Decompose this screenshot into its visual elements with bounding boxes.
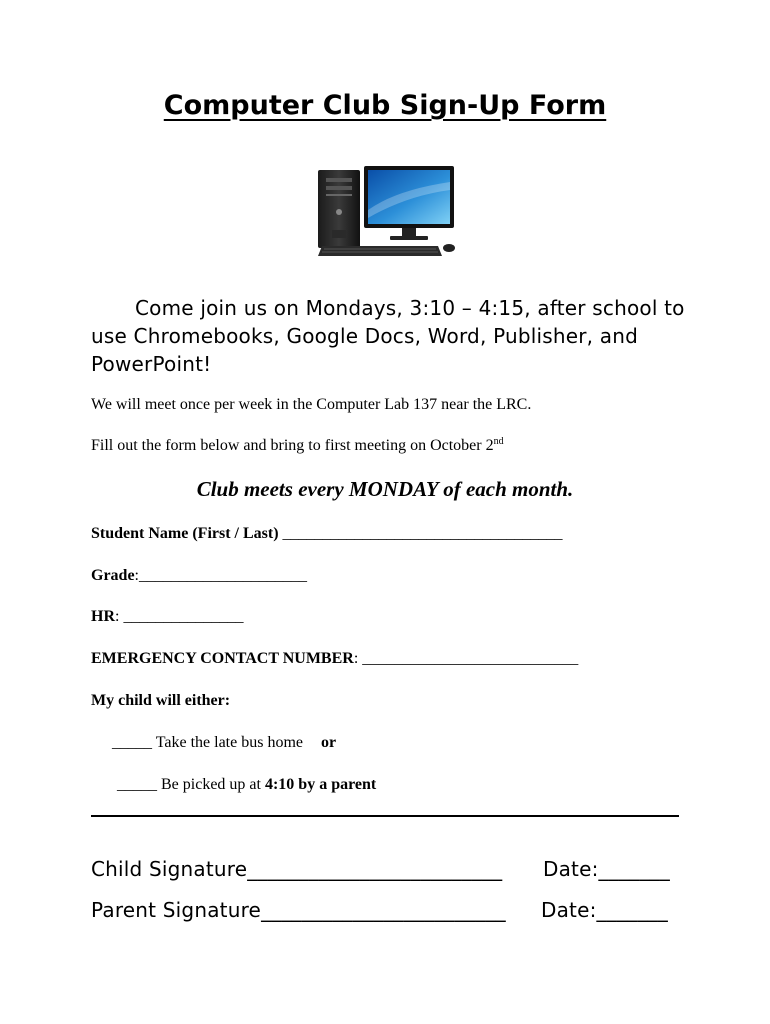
pick-up-time: 4:10 by a parent bbox=[264, 776, 377, 793]
desktop-computer-icon bbox=[316, 160, 456, 260]
parent-signature-line[interactable]: Parent Signature________________________ bbox=[91, 898, 506, 922]
grade-blank[interactable]: :_____________________ bbox=[134, 567, 307, 584]
student-name-label: Student Name (First / Last) bbox=[91, 525, 279, 542]
meeting-location-text: We will meet once per week in the Computer Lab 137 near the LRC. bbox=[91, 396, 532, 413]
pick-up-text[interactable]: _____ Be picked up at bbox=[117, 776, 265, 793]
section-divider bbox=[91, 815, 679, 817]
late-bus-option[interactable] bbox=[112, 734, 336, 752]
page-title: Computer Club Sign-Up Form bbox=[163, 90, 607, 121]
emergency-contact-blank[interactable]: : ___________________________ bbox=[353, 650, 579, 667]
meets-heading: Club meets every MONDAY of each month. bbox=[196, 477, 574, 501]
hr-blank[interactable]: : _______________ bbox=[115, 608, 244, 625]
student-name-blank[interactable]: ___________________________________ bbox=[278, 525, 563, 542]
late-bus-text[interactable]: _____ Take the late bus home bbox=[112, 734, 303, 751]
either-label: My child will either: bbox=[91, 692, 231, 709]
first-meeting-label: Fill out the form below and bring to first meeting on October 2 bbox=[91, 437, 494, 454]
hr-field[interactable] bbox=[91, 608, 243, 626]
child-signature-line[interactable]: Child Signature_________________________ bbox=[91, 857, 503, 881]
parent-date-line[interactable]: Date:_______ bbox=[541, 898, 668, 922]
emergency-contact-field[interactable] bbox=[91, 650, 578, 668]
intro-text: Come join us on Mondays, 3:10 – 4:15, after school to use Chromebooks, Google Docs, Word, Publisher, and PowerPoint! bbox=[91, 296, 685, 376]
intro-paragraph bbox=[91, 294, 691, 378]
hr-label: HR bbox=[91, 608, 115, 625]
child-date-line[interactable]: Date:_______ bbox=[543, 857, 670, 881]
grade-label: Grade bbox=[91, 567, 135, 584]
ordinal-suffix: nd bbox=[493, 436, 504, 447]
pick-up-option[interactable] bbox=[117, 776, 376, 794]
grade-field[interactable] bbox=[91, 567, 307, 585]
student-name-field[interactable] bbox=[91, 525, 563, 543]
first-meeting-text bbox=[91, 436, 504, 455]
or-text: or bbox=[320, 734, 337, 751]
emergency-contact-label: EMERGENCY CONTACT NUMBER bbox=[91, 650, 354, 667]
